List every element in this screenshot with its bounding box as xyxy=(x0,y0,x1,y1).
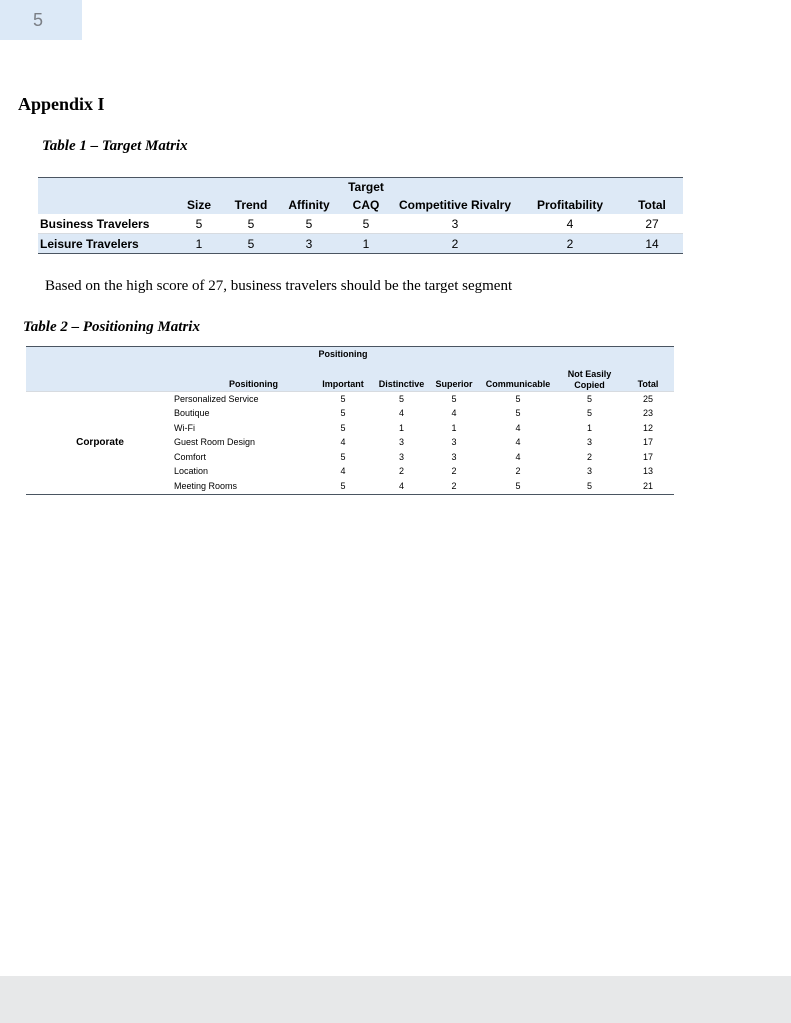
table1-group-label: Target xyxy=(341,178,391,196)
table-row xyxy=(38,234,683,254)
cell: 1 xyxy=(398,422,404,433)
table2-group-label: Positioning xyxy=(312,347,374,362)
cell: 4 xyxy=(515,451,521,462)
cell: 3 xyxy=(451,437,457,448)
cell: 5 xyxy=(557,392,622,407)
cell: 5 xyxy=(225,214,277,234)
cell: 5 xyxy=(312,392,374,407)
cell: 21 xyxy=(642,480,653,491)
row-label: Comfort xyxy=(174,451,207,462)
row-label: Leisure Travelers xyxy=(38,234,173,254)
page-number: 5 xyxy=(0,0,82,40)
cell: 3 xyxy=(398,437,404,448)
column-header: Trend xyxy=(225,195,277,214)
column-header: Size xyxy=(173,195,225,214)
cell: 4 xyxy=(398,408,404,419)
cell: 3 xyxy=(398,451,404,462)
cell: 5 xyxy=(341,214,391,234)
row-label: Guest Room Design xyxy=(174,437,256,448)
table1-caption: Table 1 – Target Matrix xyxy=(42,138,188,154)
cell: 25 xyxy=(622,392,674,407)
table2-group-row xyxy=(26,347,674,362)
cell: 5 xyxy=(374,392,429,407)
cell: 4 xyxy=(519,214,621,234)
cell: 3 xyxy=(391,214,519,234)
cell: 5 xyxy=(515,480,521,491)
cell: 5 xyxy=(586,408,592,419)
cell: 3 xyxy=(586,437,592,448)
cell: 14 xyxy=(621,234,683,254)
column-header: Affinity xyxy=(277,195,341,214)
cell: 5 xyxy=(586,480,592,491)
cell: 2 xyxy=(515,466,521,477)
cell: 5 xyxy=(340,408,346,419)
column-header: Communicable xyxy=(479,361,557,392)
cell: 4 xyxy=(340,437,346,448)
cell: 27 xyxy=(621,214,683,234)
cell: 4 xyxy=(515,437,521,448)
row-label: Personalized Service xyxy=(174,392,312,407)
column-header: Important xyxy=(312,361,374,392)
cell: 5 xyxy=(225,234,277,254)
column-header: Competitive Rivalry xyxy=(391,195,519,214)
cell: 5 xyxy=(479,392,557,407)
row-label: Location xyxy=(174,466,209,477)
cell: 2 xyxy=(398,466,404,477)
table1-header-row xyxy=(38,195,683,214)
column-header: CAQ xyxy=(341,195,391,214)
cell: 5 xyxy=(340,451,346,462)
appendix-heading: Appendix I xyxy=(18,94,105,114)
cell: 2 xyxy=(519,234,621,254)
column-header: Distinctive xyxy=(374,361,429,392)
table-row xyxy=(26,392,674,407)
cell: 3 xyxy=(586,466,592,477)
cell: 4 xyxy=(515,422,521,433)
cell: 17 xyxy=(642,437,653,448)
cell: 2 xyxy=(586,451,592,462)
cell: 17 xyxy=(642,451,653,462)
cell: 13 xyxy=(642,466,653,477)
row-label: Boutique xyxy=(174,408,210,419)
table2-header-row xyxy=(26,361,674,392)
cell: 5 xyxy=(340,480,346,491)
cell: 5 xyxy=(340,422,346,433)
conclusion-paragraph: Based on the high score of 27, business travelers should be the target segment xyxy=(45,278,513,294)
row-label: Business Travelers xyxy=(38,214,173,234)
cell: 3 xyxy=(451,451,457,462)
column-header: Not Easily Copied xyxy=(557,361,622,392)
row-label: Meeting Rooms xyxy=(174,480,238,491)
cell: 1 xyxy=(173,234,225,254)
cell: 5 xyxy=(429,392,479,407)
cell: 2 xyxy=(451,480,457,491)
cell: 2 xyxy=(451,466,457,477)
cell: 1 xyxy=(341,234,391,254)
segment-label: Corporate xyxy=(26,392,174,495)
column-header: Superior xyxy=(429,361,479,392)
cell: 12 xyxy=(642,422,653,433)
cell: 2 xyxy=(391,234,519,254)
cell: 4 xyxy=(398,480,404,491)
cell: 5 xyxy=(173,214,225,234)
column-header: Total xyxy=(621,195,683,214)
cell: 5 xyxy=(277,214,341,234)
column-header: Total xyxy=(622,361,674,392)
table1-group-row xyxy=(38,178,683,196)
row-label: Wi-Fi xyxy=(174,422,195,433)
row-header: Positioning xyxy=(174,361,312,392)
cell: 1 xyxy=(586,422,592,433)
target-matrix-table xyxy=(38,177,683,254)
column-header: Profitability xyxy=(519,195,621,214)
positioning-matrix-table xyxy=(26,346,674,495)
page-footer-band xyxy=(0,976,791,1023)
cell: 1 xyxy=(451,422,457,433)
table-row xyxy=(38,214,683,234)
cell: 4 xyxy=(340,466,346,477)
cell: 4 xyxy=(451,408,457,419)
cell: 3 xyxy=(277,234,341,254)
cell: 5 xyxy=(515,408,521,419)
table2-caption: Table 2 – Positioning Matrix xyxy=(23,319,200,335)
cell: 23 xyxy=(642,408,653,419)
